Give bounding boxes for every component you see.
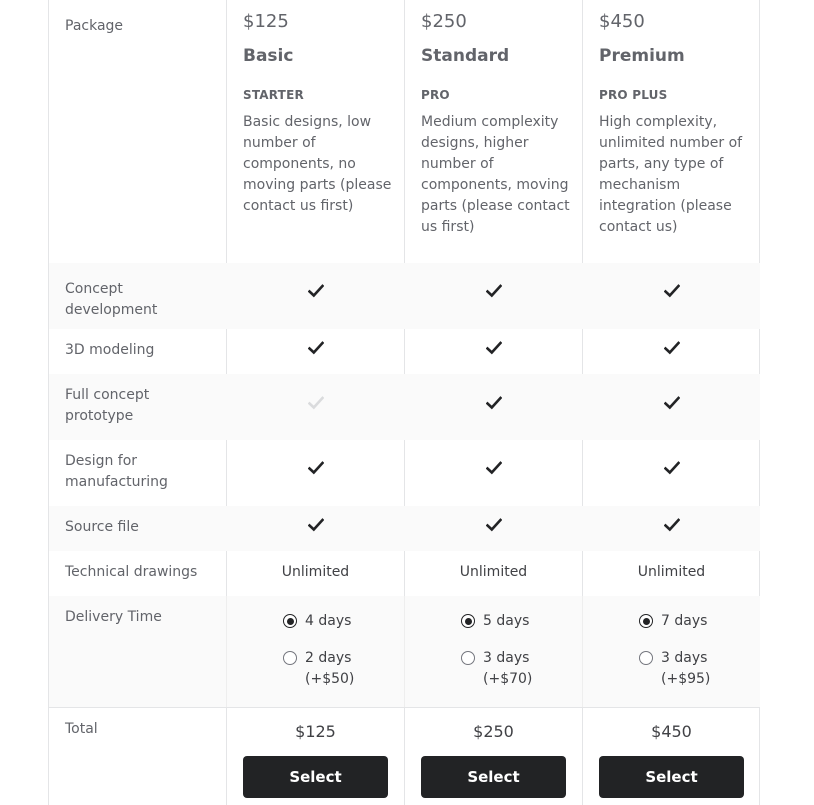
package-label: Package [65, 18, 124, 34]
total-price: $450 [651, 722, 692, 741]
select-basic-button[interactable]: Select [243, 756, 388, 798]
package-tier: STARTER [243, 88, 304, 102]
check-icon [486, 284, 502, 298]
package-standard [404, 0, 582, 263]
package-description: High complexity, unlimited number of parts, any type of mechanism integration (please contact us) [599, 114, 743, 235]
check-icon [664, 396, 680, 410]
package-name: Premium [599, 46, 685, 66]
package-header-row [49, 0, 760, 263]
package-description: Medium complexity designs, higher number of components, moving parts (please contact us first) [421, 114, 570, 235]
drawings-value: Unlimited [281, 564, 350, 580]
select-standard-button[interactable]: Select [421, 756, 566, 798]
select-premium-button[interactable]: Select [599, 756, 744, 798]
feature-label: Technical drawings [65, 564, 198, 580]
total-price: $125 [295, 722, 336, 741]
drawings-value: Unlimited [637, 564, 706, 580]
check-icon [486, 461, 502, 475]
feature-label: 3D modeling [65, 342, 155, 358]
total-label: Total [65, 721, 98, 737]
delivery-option[interactable]: 7 days [639, 611, 707, 632]
radio-button[interactable] [461, 651, 475, 665]
check-icon [308, 341, 324, 355]
feature-row-source-file [49, 506, 760, 551]
pricing-table [48, 0, 760, 805]
drawings-value: Unlimited [459, 564, 528, 580]
check-icon [308, 396, 324, 410]
package-price: $250 [421, 11, 467, 32]
package-premium [582, 0, 760, 263]
total-price: $250 [473, 722, 514, 741]
delivery-option[interactable]: 5 days [461, 611, 529, 632]
check-icon [486, 396, 502, 410]
feature-label: Delivery Time [65, 609, 162, 625]
check-icon [308, 461, 324, 475]
feature-row-design-for-manufacturing [49, 440, 760, 506]
package-basic [226, 0, 404, 263]
feature-label: Concept development [65, 281, 158, 318]
delivery-options-standard [404, 596, 582, 707]
delivery-option[interactable]: 2 days (+$50) [283, 648, 354, 690]
technical-drawings-row [49, 551, 760, 596]
radio-button[interactable] [639, 614, 653, 628]
feature-row-concept-development [49, 263, 760, 329]
package-price: $125 [243, 11, 289, 32]
delivery-option[interactable]: 3 days (+$95) [639, 648, 710, 690]
delivery-option[interactable]: 4 days [283, 611, 351, 632]
package-price: $450 [599, 11, 645, 32]
check-icon [486, 518, 502, 532]
check-icon [308, 284, 324, 298]
feature-label: Full concept prototype [65, 387, 150, 424]
check-icon [664, 518, 680, 532]
delivery-options-basic [226, 596, 404, 707]
package-name: Standard [421, 46, 510, 66]
package-tier: PRO PLUS [599, 88, 668, 102]
delivery-option[interactable]: 3 days (+$70) [461, 648, 532, 690]
feature-label: Source file [65, 519, 139, 535]
radio-button[interactable] [461, 614, 475, 628]
radio-button[interactable] [283, 614, 297, 628]
check-icon [486, 341, 502, 355]
feature-row-3d-modeling [49, 329, 760, 374]
radio-button[interactable] [639, 651, 653, 665]
package-tier: PRO [421, 88, 450, 102]
check-icon [664, 284, 680, 298]
delivery-time-row [49, 596, 760, 707]
delivery-options-premium [582, 596, 760, 707]
total-row [49, 708, 760, 805]
check-icon [664, 341, 680, 355]
feature-row-full-concept-prototype [49, 374, 760, 440]
package-description: Basic designs, low number of components, no moving parts (please contact us first) [243, 114, 392, 214]
check-icon [664, 461, 680, 475]
check-icon [308, 518, 324, 532]
package-name: Basic [243, 46, 294, 66]
feature-label: Design for manufacturing [65, 453, 168, 490]
radio-button[interactable] [283, 651, 297, 665]
